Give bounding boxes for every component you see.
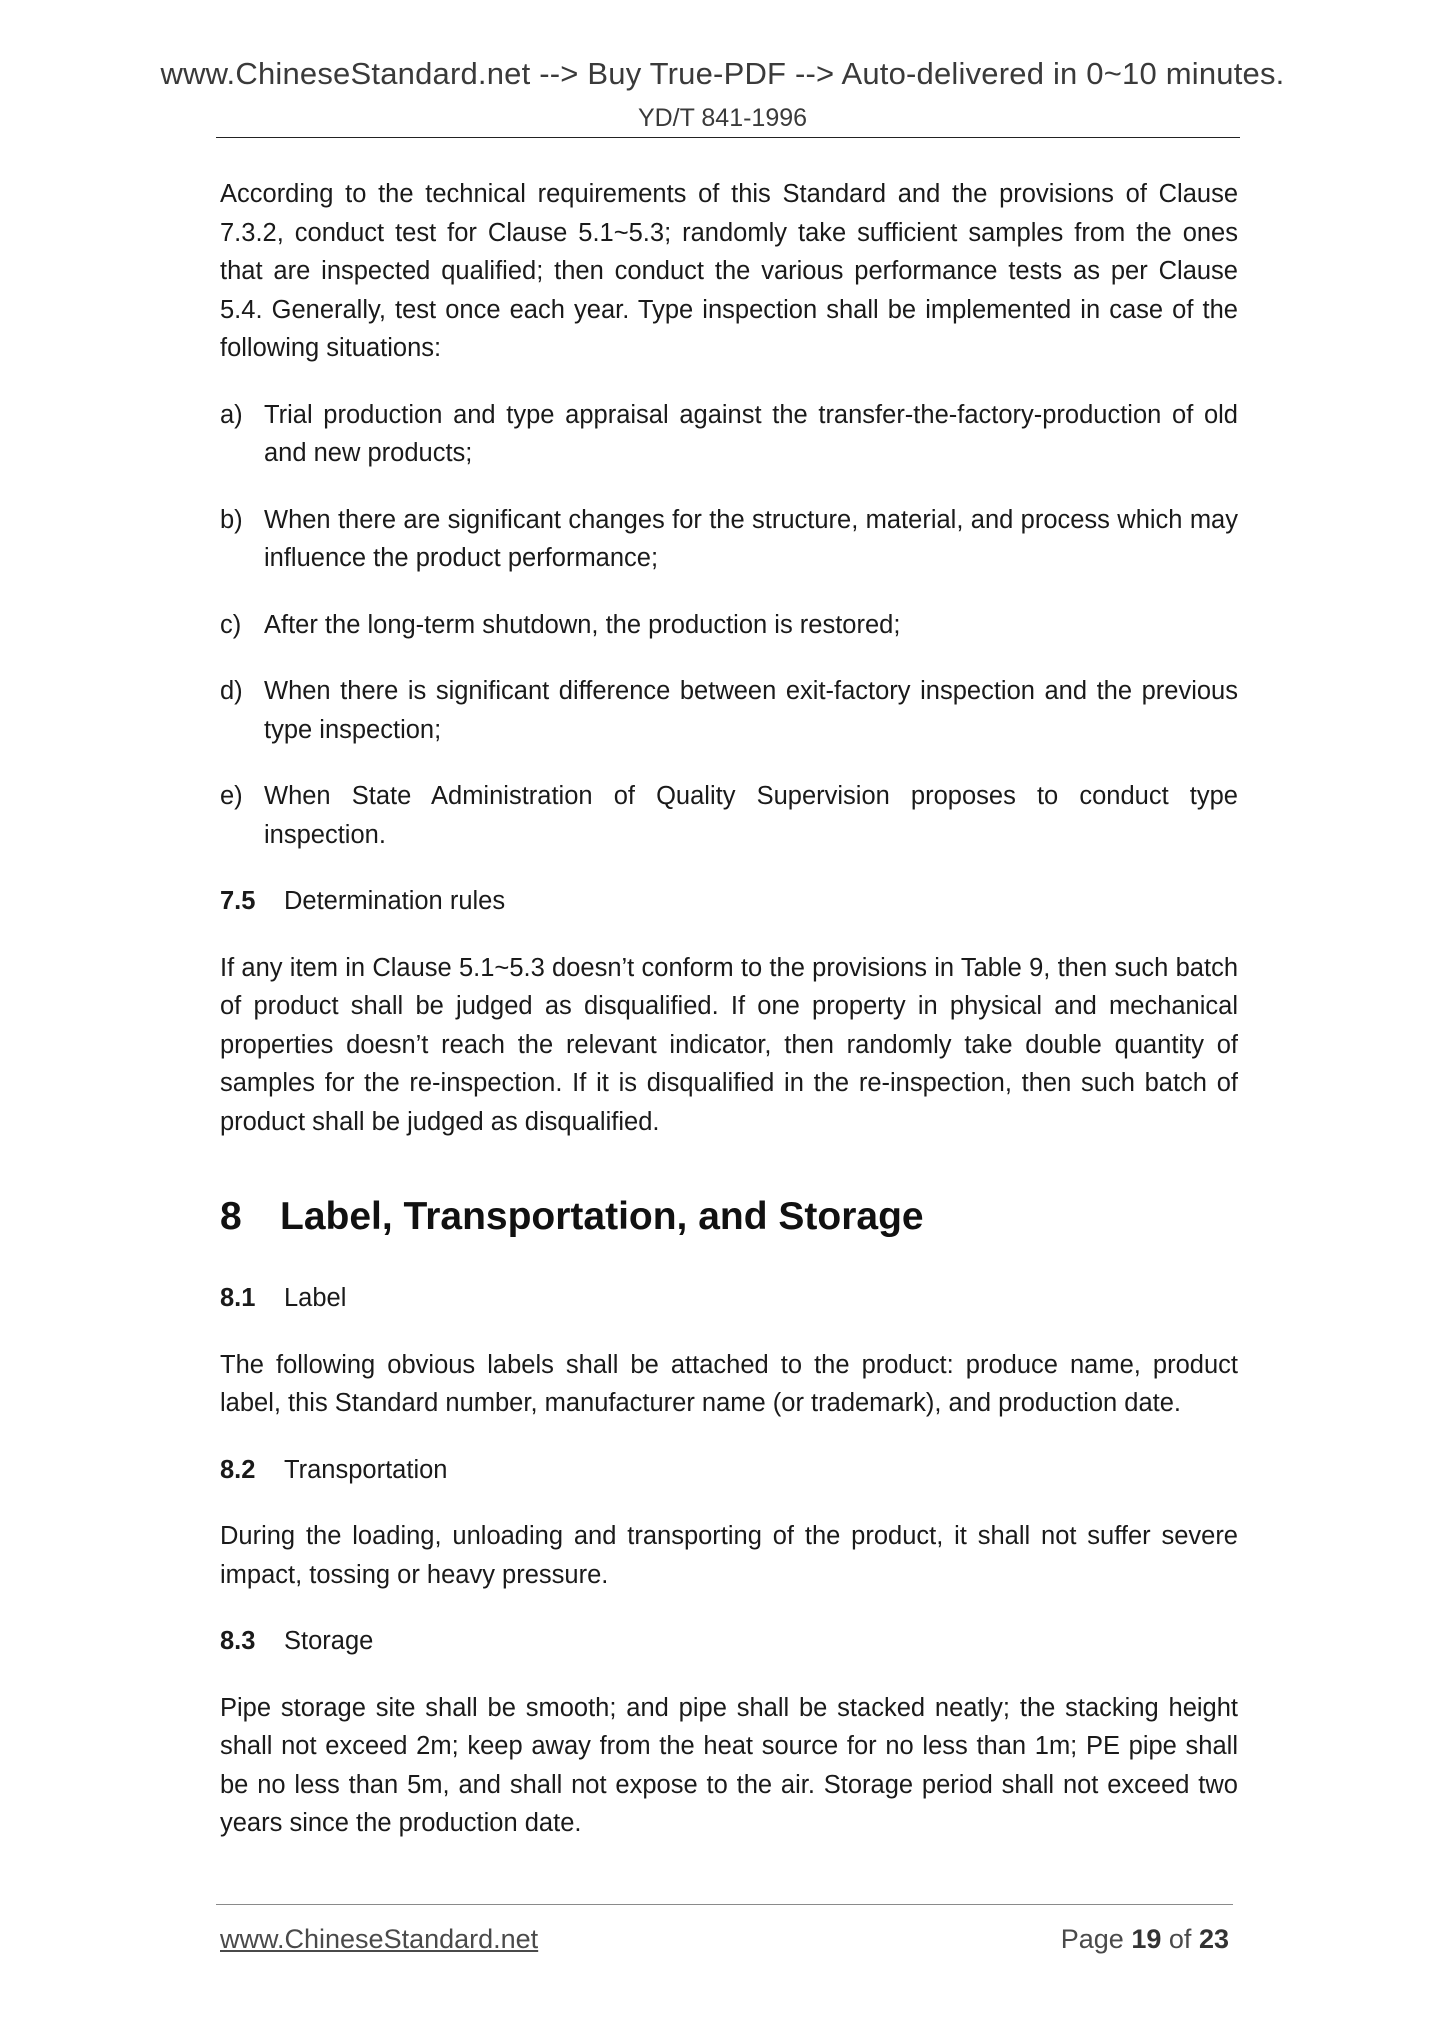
section-8-heading — [220, 1193, 1238, 1241]
list-item-label: b) — [220, 505, 243, 534]
chapter-title: Label, Transportation, and Storage — [280, 1195, 924, 1238]
section-8-2-heading — [220, 1451, 1238, 1490]
header-divider — [216, 137, 1240, 138]
section-8-1-text: The following obvious labels shall be attached to the product: produce name, product label, this Standard number, manufacturer name (or trademark), and production date. — [220, 1350, 1238, 1417]
list-item-label: d) — [220, 677, 243, 705]
section-title: Transportation — [284, 1455, 448, 1484]
list-item-text: When there are significant changes for the structure, material, and process which may influence the product performance; — [264, 505, 1238, 572]
list-item-label: c) — [220, 610, 242, 639]
header-link[interactable]: www.ChineseStandard.net --> Buy True-PDF --> Auto-delivered in 0~10 minutes. — [160, 56, 1285, 91]
section-8-1-heading — [220, 1279, 1238, 1318]
list-item-text: After the long-term shutdown, the production is restored; — [264, 610, 901, 639]
list-item — [220, 672, 1238, 749]
section-number: 8.1 — [220, 1284, 256, 1312]
section-number: 8.2 — [220, 1455, 256, 1484]
section-8-3-heading — [220, 1622, 1238, 1661]
list-item-text: When there is significant difference between exit-factory inspection and the previous type inspection; — [264, 677, 1238, 744]
list-item — [220, 777, 1238, 854]
section-7-5-heading — [220, 882, 1238, 921]
standard-code: YD/T 841-1996 — [637, 104, 808, 132]
footer-link[interactable]: www.ChineseStandard.net — [220, 1924, 539, 1954]
page-content — [220, 175, 1238, 1871]
list-item-label: e) — [220, 782, 243, 810]
section-number: 7.5 — [220, 887, 256, 915]
page-prefix: Page — [1060, 1924, 1124, 1954]
page-of: of — [1168, 1924, 1192, 1954]
list-item-label: a) — [220, 400, 243, 429]
section-8-3-text: Pipe storage site shall be smooth; and pipe shall be stacked neatly; the stacking height shall not exceed 2m; keep away from the heat source for no less than 1m; PE pipe shall be no less than 5m, and shall not expose to the air. Storage period shall not exceed two years since the production date. — [220, 1693, 1238, 1837]
list-item-text: Trial production and type appraisal against the transfer-the-factory-production of old and new products; — [264, 400, 1238, 467]
section-title: Label — [284, 1284, 347, 1312]
page-number — [1061, 1924, 1229, 1955]
list-item — [220, 396, 1238, 473]
section-title: Determination rules — [284, 887, 506, 915]
page-current: 19 — [1131, 1924, 1162, 1954]
chapter-number: 8 — [220, 1195, 242, 1238]
section-8-2-text: During the loading, unloading and transporting of the product, it shall not suffer severe impact, tossing or heavy pressure. — [220, 1522, 1238, 1589]
intro-paragraph: According to the technical requirements of this Standard and the provisions of Clause 7.3.2, conduct test for Clause 5.1~5.3; randomly take sufficient samples from the ones that are inspected qualified; then conduct the various performance tests as per Clause 5.4. Generally, test once each year. Type inspection shall be implemented in case of the following situations: — [220, 180, 1238, 362]
section-number: 8.3 — [220, 1627, 256, 1655]
list-item — [220, 501, 1238, 578]
section-title: Storage — [284, 1627, 374, 1655]
section-7-5-text: If any item in Clause 5.1~5.3 doesn’t conform to the provisions in Table 9, then such batch of product shall be judged as disqualified. If one property in physical and mechanical properties doesn’t reach the relevant indicator, then randomly take double quantity of samples for the re-inspection. If it is disqualified in the re-inspection, then such batch of product shall be judged as disqualified. — [220, 953, 1238, 1136]
footer-divider — [216, 1904, 1233, 1905]
list-item-text: When State Administration of Quality Supervision proposes to conduct type inspection. — [264, 782, 1238, 849]
page-total: 23 — [1198, 1924, 1229, 1954]
list-item — [220, 606, 1238, 645]
